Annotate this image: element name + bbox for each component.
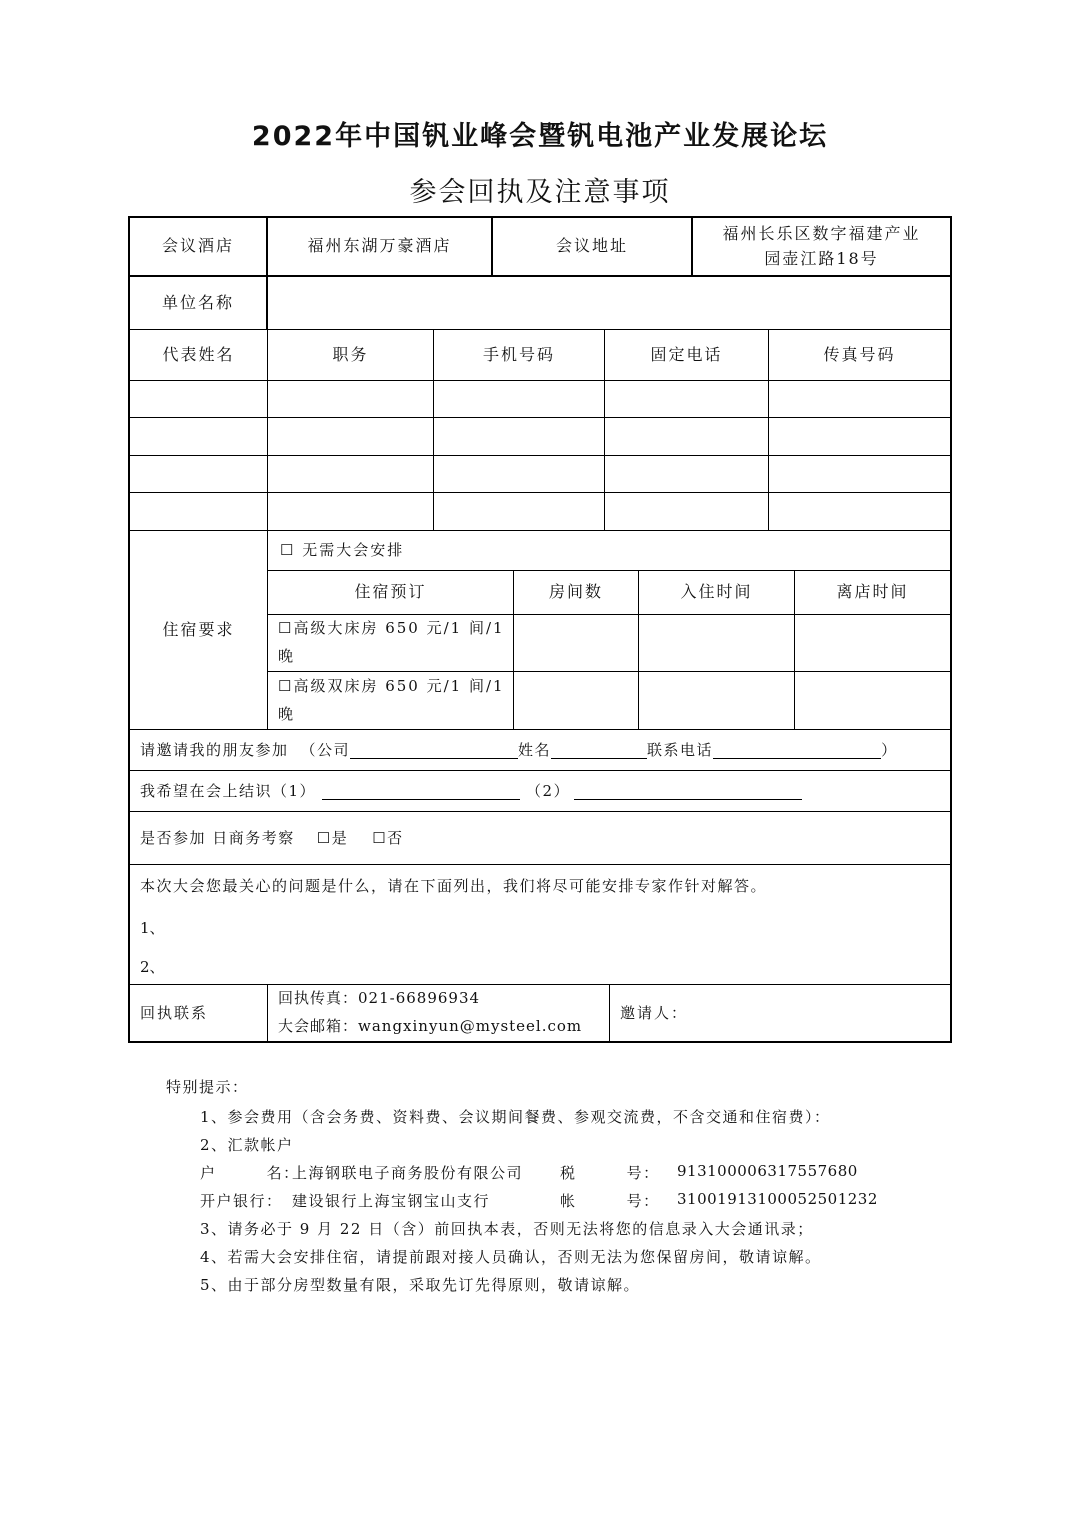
- visit-text: 是否参加 日商务考察: [140, 828, 295, 847]
- lodging-col-rooms: 房间数: [548, 582, 603, 602]
- invite-phone-label: 联系电话: [647, 740, 714, 759]
- col-landline: 固定电话: [650, 344, 723, 364]
- meet-2-label: （2）: [526, 781, 571, 800]
- col-rep-name: 代表姓名: [162, 344, 235, 364]
- invite-name-label: 姓名: [518, 740, 552, 759]
- invite-name-input[interactable]: [551, 742, 647, 759]
- page-title: 2022年中国钒业峰会暨钒电池产业发展论坛: [251, 121, 829, 152]
- note-item-4: 4、若需大会安排住宿，请提前跟对接人员确认，否则无法为您保留房间，敬请谅解。: [200, 1248, 822, 1266]
- table-row[interactable]: [130, 493, 950, 530]
- table-row[interactable]: [130, 418, 950, 455]
- lodging-col-checkin: 入住时间: [680, 582, 753, 602]
- tax-label: 税 号：: [560, 1164, 660, 1182]
- address-label: 会议地址: [555, 236, 628, 256]
- question-1[interactable]: 1、: [140, 919, 165, 937]
- visit-row: [130, 812, 955, 864]
- account-label: 帐 号：: [560, 1192, 660, 1210]
- room-twin-line-1: ☐高级双床房 650 元/1 间/1: [278, 676, 505, 695]
- question-text: 本次大会您最关心的问题是什么，请在下面列出，我们将尽可能安排专家作针对解答。: [140, 877, 768, 895]
- fax-text: 回执传真：021-66896934: [278, 989, 481, 1008]
- tax-number: 913100006317557680: [677, 1162, 858, 1180]
- question-2[interactable]: 2、: [140, 958, 165, 976]
- page-subtitle: 参会回执及注意事项: [409, 177, 671, 208]
- notes-heading: 特别提示：: [166, 1078, 249, 1096]
- no-arrangement-checkbox[interactable]: ☐ 无需大会安排: [280, 541, 405, 559]
- address-line-2: 园壶江路18号: [764, 248, 879, 268]
- address-line-1: 福州长乐区数字福建产业: [722, 223, 921, 243]
- invite-close: ）: [881, 740, 898, 759]
- room-twin-line-2: 晚: [278, 704, 296, 723]
- lodging-col-checkout: 离店时间: [836, 582, 909, 602]
- invite-text: 请邀请我的朋友参加: [140, 740, 289, 759]
- note-item-1: 1、参会费用（含会务费、资料费、会议期间餐费、参观交流费，不含交通和住宿费）：: [200, 1108, 831, 1126]
- meet-row: [130, 771, 955, 811]
- meet-input-1[interactable]: [322, 783, 520, 800]
- company-input[interactable]: [268, 277, 950, 329]
- meet-input-2[interactable]: [574, 783, 802, 800]
- lodging-col-booking: 住宿预订: [354, 582, 427, 602]
- contact-info: [268, 985, 618, 1041]
- visit-yes-checkbox[interactable]: ☐是: [316, 828, 349, 847]
- table-row[interactable]: [130, 456, 950, 492]
- note-item-2: 2、汇款帐户: [200, 1136, 294, 1154]
- account-number: 31001913100052501232: [677, 1190, 878, 1208]
- company-label: 单位名称: [161, 292, 234, 312]
- bank-label: 开户银行：: [200, 1192, 283, 1210]
- visit-no-checkbox[interactable]: ☐否: [372, 828, 404, 847]
- inviter-field[interactable]: 邀请人：: [620, 1003, 689, 1022]
- col-position: 职务: [332, 344, 369, 364]
- lodging-label: 住宿要求: [162, 619, 235, 639]
- note-item-5: 5、由于部分房型数量有限，采取先订先得原则，敬请谅解。: [200, 1276, 641, 1294]
- contact-label: 回执联系: [140, 1003, 209, 1022]
- room-king-line-2: 晚: [278, 647, 296, 665]
- invite-phone-input[interactable]: [713, 742, 881, 759]
- meet-text: 我希望在会上结识（1）: [140, 781, 317, 800]
- col-fax: 传真号码: [823, 344, 896, 364]
- invite-company-input[interactable]: [350, 742, 518, 759]
- table-row[interactable]: [130, 381, 950, 417]
- room-king-line-1: ☐高级大床房 650 元/1 间/1: [278, 619, 505, 638]
- invite-row: [130, 730, 955, 770]
- hotel-label: 会议酒店: [161, 236, 234, 256]
- invite-company-label: （公司: [300, 740, 351, 759]
- note-item-3: 3、请务必于 9 月 22 日（含）前回执本表，否则无法将您的信息录入大会通讯录；: [200, 1220, 814, 1238]
- account-name: 上海钢联电子商务股份有限公司: [292, 1164, 524, 1182]
- hotel-value: 福州东湖万豪酒店: [307, 236, 452, 256]
- account-name-label: 户 名：: [200, 1164, 300, 1182]
- email-text: 大会邮箱：wangxinyun@mysteel.com: [278, 1017, 583, 1035]
- room-twin-checkbox[interactable]: [268, 672, 518, 729]
- col-mobile: 手机号码: [482, 344, 555, 364]
- address-value: [693, 218, 950, 275]
- bank-name: 建设银行上海宝钢宝山支行: [292, 1192, 491, 1210]
- room-king-checkbox[interactable]: [268, 615, 518, 671]
